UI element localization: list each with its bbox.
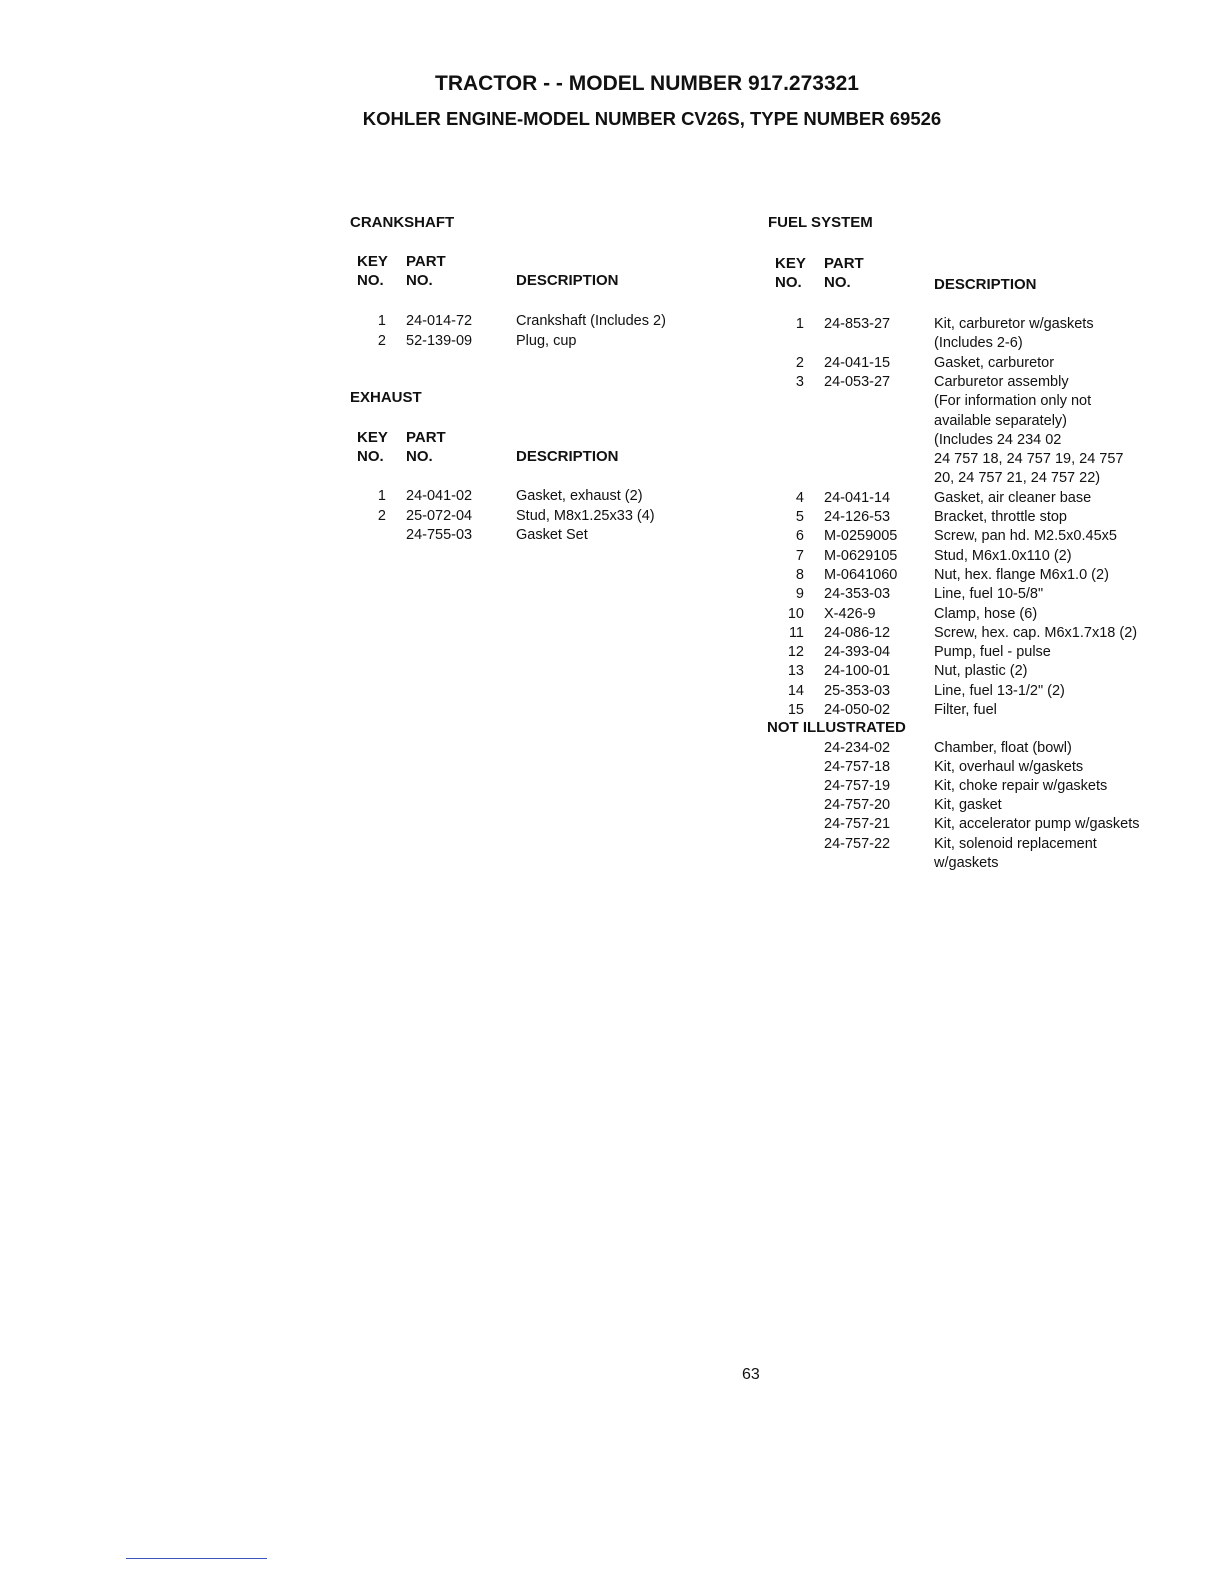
part-number: 24-853-27 xyxy=(824,316,891,332)
key-number: 12 xyxy=(787,644,804,661)
key-number: 3 xyxy=(795,373,804,390)
part-number: M-0259005 xyxy=(824,528,898,545)
key-number: 14 xyxy=(787,682,804,699)
part-description: Carburetor assembly xyxy=(934,373,1069,390)
not-illustrated-title: NOT ILLUSTRATED xyxy=(767,719,906,736)
key-number: 2 xyxy=(377,332,386,349)
part-number: 52-139-09 xyxy=(406,332,473,349)
key-no-header: NO. xyxy=(357,272,384,289)
key-header: KEY xyxy=(357,253,388,270)
key-no-header: NO. xyxy=(775,274,802,291)
part-number: 24-353-03 xyxy=(824,586,891,603)
key-header: KEY xyxy=(775,255,806,272)
part-number: 24-041-14 xyxy=(824,489,891,506)
crankshaft-section-title: CRANKSHAFT xyxy=(350,214,455,231)
key-number: 2 xyxy=(795,354,804,371)
part-number: 24-086-12 xyxy=(824,624,891,641)
part-number: 24-041-02 xyxy=(406,488,473,504)
part-description: Screw, pan hd. M2.5x0.45x5 xyxy=(934,528,1117,545)
part-number: 24-234-02 xyxy=(824,740,891,756)
key-number: 8 xyxy=(795,566,804,583)
part-description: (Includes 2-6) xyxy=(934,335,1023,352)
part-number: 24-757-22 xyxy=(824,835,891,852)
part-description: Stud, M6x1.0x110 (2) xyxy=(934,547,1072,564)
part-description: Kit, overhaul w/gaskets xyxy=(934,759,1084,776)
page-subtitle: KOHLER ENGINE-MODEL NUMBER CV26S, TYPE NUMBER 69526 xyxy=(362,108,942,129)
fuel-system-section-title: FUEL SYSTEM xyxy=(768,214,873,231)
description-header: DESCRIPTION xyxy=(934,276,1037,293)
part-description: Gasket, carburetor xyxy=(934,354,1055,371)
part-description: Chamber, float (bowl) xyxy=(934,740,1072,756)
part-number: 24-014-72 xyxy=(406,313,473,329)
part-description: Kit, carburetor w/gaskets xyxy=(934,316,1094,332)
part-number: 24-757-19 xyxy=(824,778,891,795)
key-number: 1 xyxy=(377,313,386,329)
key-number: 9 xyxy=(795,586,804,603)
part-description: Line, fuel 13-1/2" (2) xyxy=(934,682,1065,699)
part-number: 24-041-15 xyxy=(824,354,891,371)
part-number: 24-757-20 xyxy=(824,797,891,814)
part-description: Bracket, throttle stop xyxy=(934,509,1067,525)
description-header: DESCRIPTION xyxy=(516,272,619,289)
part-description: (Includes 24 234 02 xyxy=(934,431,1062,448)
key-number: 1 xyxy=(377,488,386,504)
part-description: 20, 24 757 21, 24 757 22) xyxy=(934,470,1101,487)
part-number: 25-072-04 xyxy=(406,507,473,524)
description-header: DESCRIPTION xyxy=(516,448,619,465)
part-description: Gasket, exhaust (2) xyxy=(516,488,643,504)
key-number: 6 xyxy=(795,528,804,545)
part-header: PART xyxy=(824,255,864,272)
part-description: Nut, plastic (2) xyxy=(934,663,1028,680)
part-description: Filter, fuel xyxy=(934,702,997,718)
part-number: 24-755-03 xyxy=(406,527,473,543)
key-number: 15 xyxy=(787,702,804,718)
page-title: TRACTOR - - MODEL NUMBER 917.273321 xyxy=(435,72,859,95)
part-description: Pump, fuel - pulse xyxy=(934,644,1051,661)
key-number: 1 xyxy=(795,316,804,332)
part-header: PART xyxy=(406,429,446,446)
part-number: M-0629105 xyxy=(824,547,898,564)
part-number: 24-757-21 xyxy=(824,816,891,833)
part-description: Crankshaft (Includes 2) xyxy=(516,313,666,329)
part-number: 25-353-03 xyxy=(824,682,891,699)
part-number: 24-126-53 xyxy=(824,509,891,525)
part-no-header: NO. xyxy=(406,272,433,289)
key-number: 13 xyxy=(787,663,804,680)
key-number: 5 xyxy=(795,509,804,525)
part-number: 24-393-04 xyxy=(824,644,891,661)
part-description: Screw, hex. cap. M6x1.7x18 (2) xyxy=(934,624,1138,641)
part-description: w/gaskets xyxy=(934,854,999,871)
part-description: Kit, choke repair w/gaskets xyxy=(934,778,1108,795)
key-number: 11 xyxy=(788,624,804,641)
key-number: 7 xyxy=(795,547,804,564)
part-description: Nut, hex. flange M6x1.0 (2) xyxy=(934,566,1109,583)
part-description: 24 757 18, 24 757 19, 24 757 xyxy=(934,451,1124,468)
part-description: Gasket, air cleaner base xyxy=(934,489,1092,506)
part-number: X-426-9 xyxy=(824,605,876,622)
page-number: 63 xyxy=(742,1366,760,1383)
part-number: M-0641060 xyxy=(824,566,898,583)
part-description: Clamp, hose (6) xyxy=(934,605,1038,622)
part-number: 24-050-02 xyxy=(824,702,891,718)
part-number: 24-053-27 xyxy=(824,373,891,390)
footer-rule xyxy=(126,1558,267,1559)
part-description: Plug, cup xyxy=(516,332,577,349)
part-description: Kit, solenoid replacement xyxy=(934,835,1097,852)
part-description: (For information only not xyxy=(934,393,1092,410)
part-description: available separately) xyxy=(934,412,1067,429)
part-no-header: NO. xyxy=(824,274,851,291)
part-description: Kit, accelerator pump w/gaskets xyxy=(934,816,1140,833)
part-description: Line, fuel 10-5/8" xyxy=(934,586,1044,603)
part-description: Gasket Set xyxy=(516,527,588,543)
exhaust-section-title: EXHAUST xyxy=(350,389,422,406)
key-header: KEY xyxy=(357,429,388,446)
key-number: 10 xyxy=(787,605,804,622)
part-no-header: NO. xyxy=(406,448,433,465)
part-description: Stud, M8x1.25x33 (4) xyxy=(516,507,655,524)
key-number: 4 xyxy=(795,489,804,506)
part-description: Kit, gasket xyxy=(934,797,1002,814)
part-number: 24-100-01 xyxy=(824,663,891,680)
key-number: 2 xyxy=(377,507,386,524)
part-number: 24-757-18 xyxy=(824,759,891,776)
part-header: PART xyxy=(406,253,446,270)
key-no-header: NO. xyxy=(357,448,384,465)
